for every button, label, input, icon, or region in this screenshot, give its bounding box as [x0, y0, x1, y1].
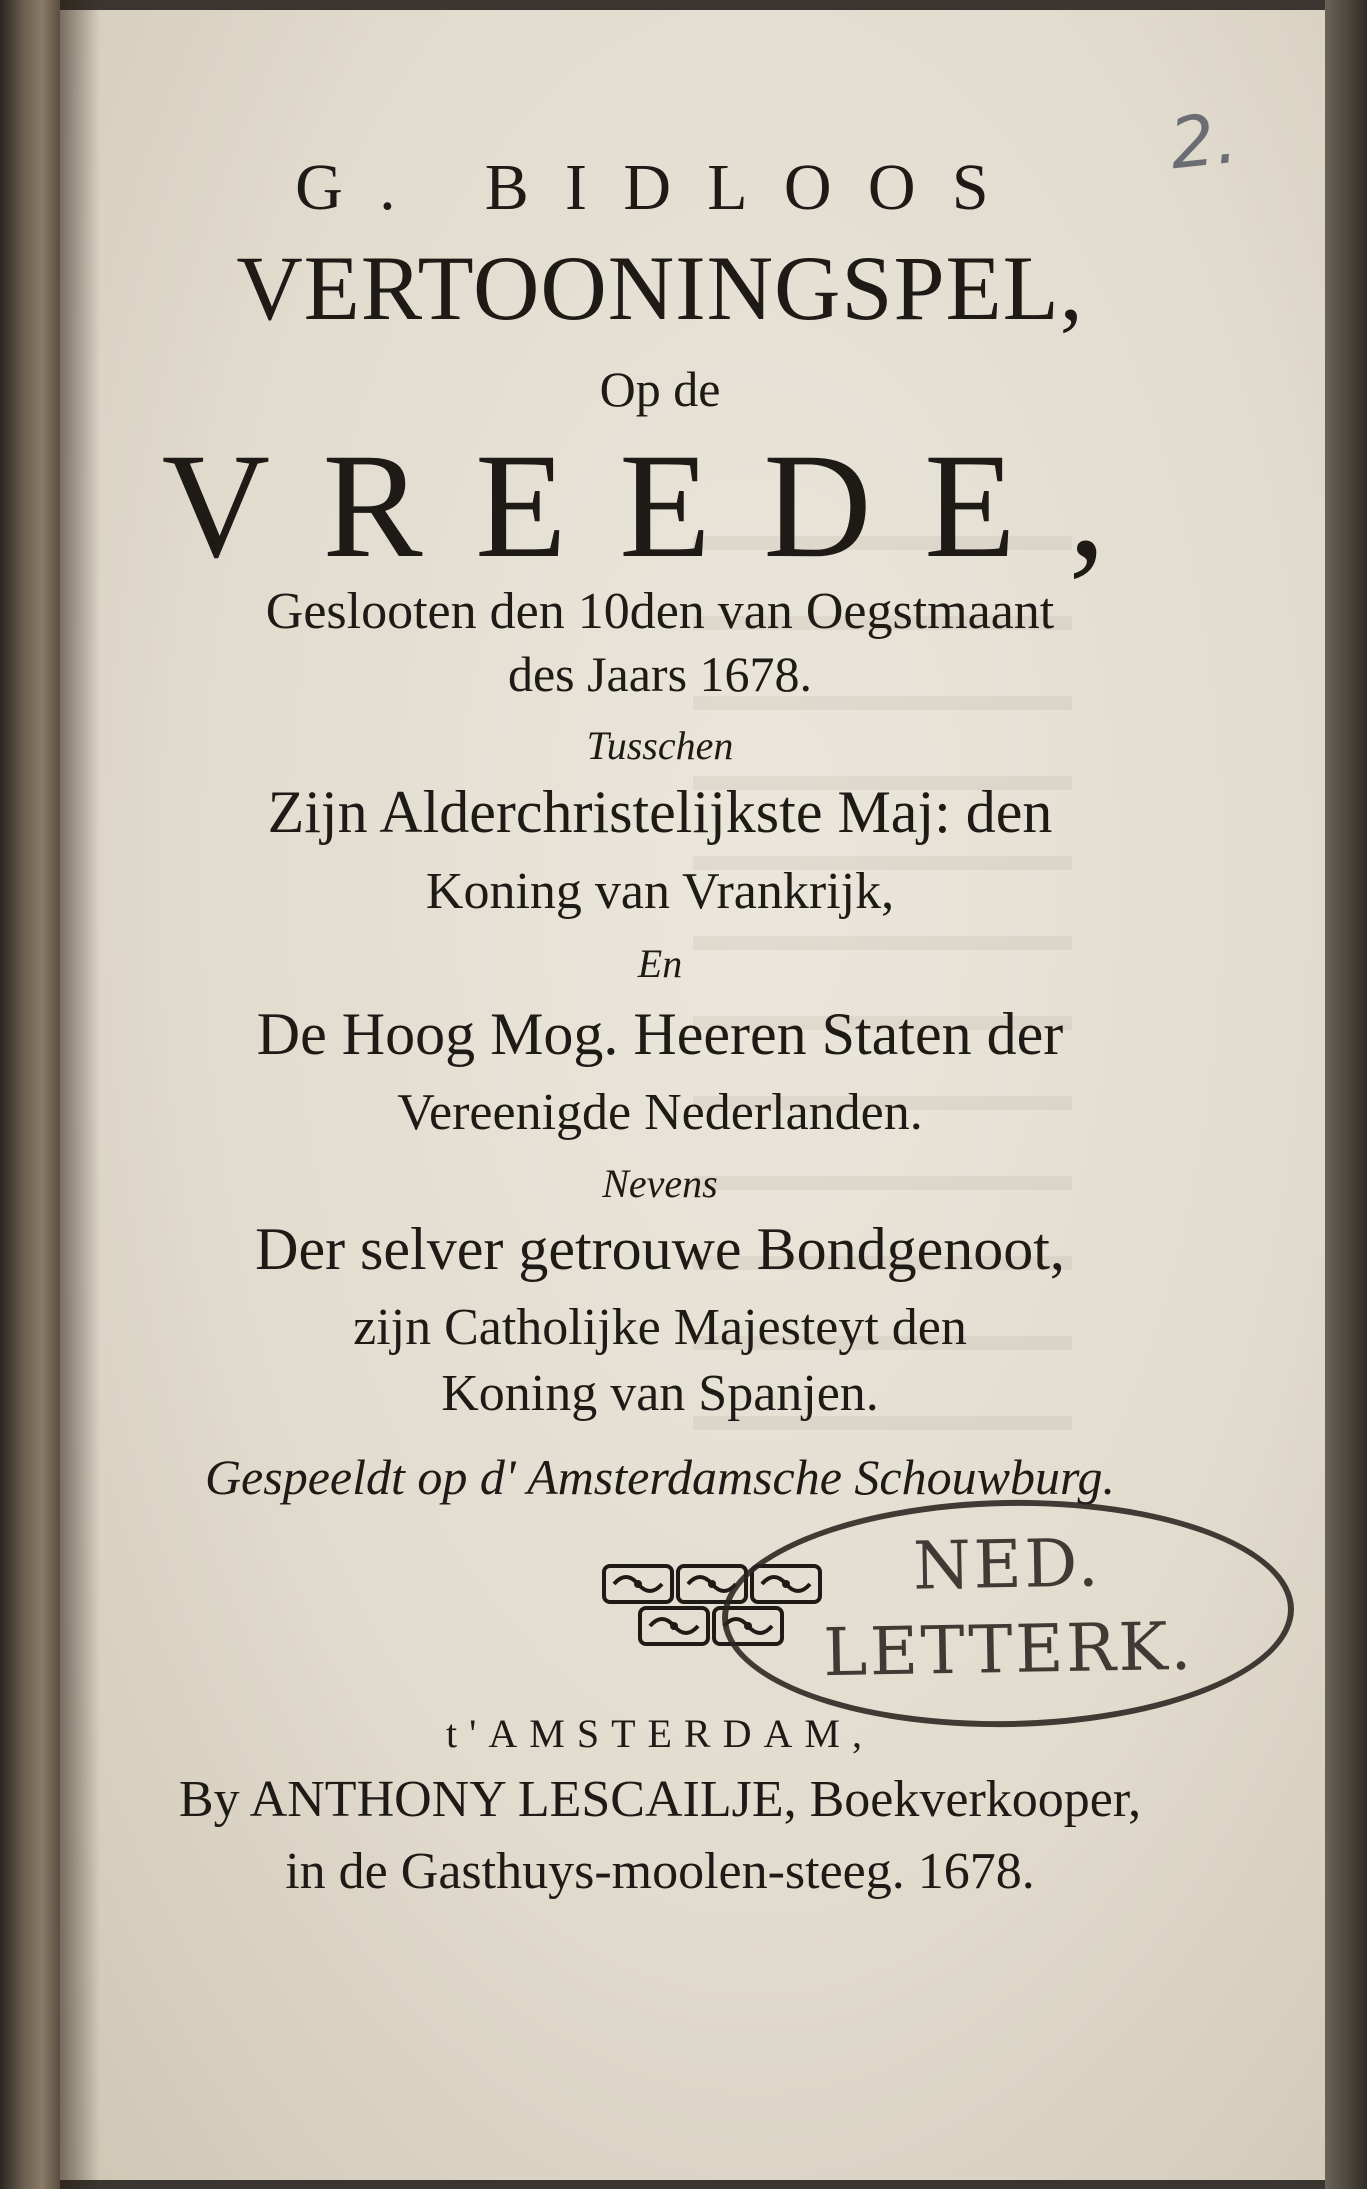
pencil-page-number: 2.	[1165, 96, 1241, 186]
en-line: En	[637, 941, 683, 986]
title-page-text	[100, 0, 1220, 2189]
nevens-line: Nevens	[602, 1161, 718, 1206]
stamp-line-2: LETTERK.	[822, 1607, 1195, 1692]
performed-line: Gespeeldt op d' Amsterdamsche Schouwburg.	[204, 1449, 1116, 1505]
gutter-shadow	[60, 0, 100, 2189]
op-de-line: Op de	[599, 361, 721, 417]
stamp-line-1: NED.	[912, 1524, 1102, 1605]
page-edges	[1325, 0, 1367, 2189]
catholic-majesty-line: zijn Catholijke Majesteyt den	[353, 1299, 967, 1356]
city-line: t'AMSTERDAM,	[446, 1711, 874, 1756]
main-title: VERTOONINGSPEL,	[236, 237, 1084, 339]
vreede-title: VREEDE,	[161, 423, 1159, 589]
netherlands-line: Vereenigde Nederlanden.	[397, 1084, 923, 1141]
address-line: in de Gasthuys-moolen-steeg. 1678.	[285, 1843, 1035, 1900]
party-states-line: De Hoog Mog. Heeren Staten der	[256, 1001, 1064, 1067]
book-spine	[0, 0, 60, 2189]
printer-line: By ANTHONY LESCAILJE, Boekverkooper,	[178, 1771, 1142, 1828]
king-spain-line: Koning van Spanjen.	[441, 1365, 879, 1422]
king-france-line: Koning van Vrankrijk,	[425, 863, 895, 920]
ally-line: Der selver getrouwe Bondgenoot,	[255, 1216, 1065, 1282]
date-line: des Jaars 1678.	[507, 646, 813, 702]
gesloten-line: Geslooten den 10den van Oegstmaant	[265, 583, 1055, 640]
tusschen-line: Tusschen	[586, 723, 734, 768]
party-france-line: Zijn Alderchristelijkste Maj: den	[267, 779, 1053, 845]
author-line: G. BIDLOOS	[295, 151, 1025, 224]
